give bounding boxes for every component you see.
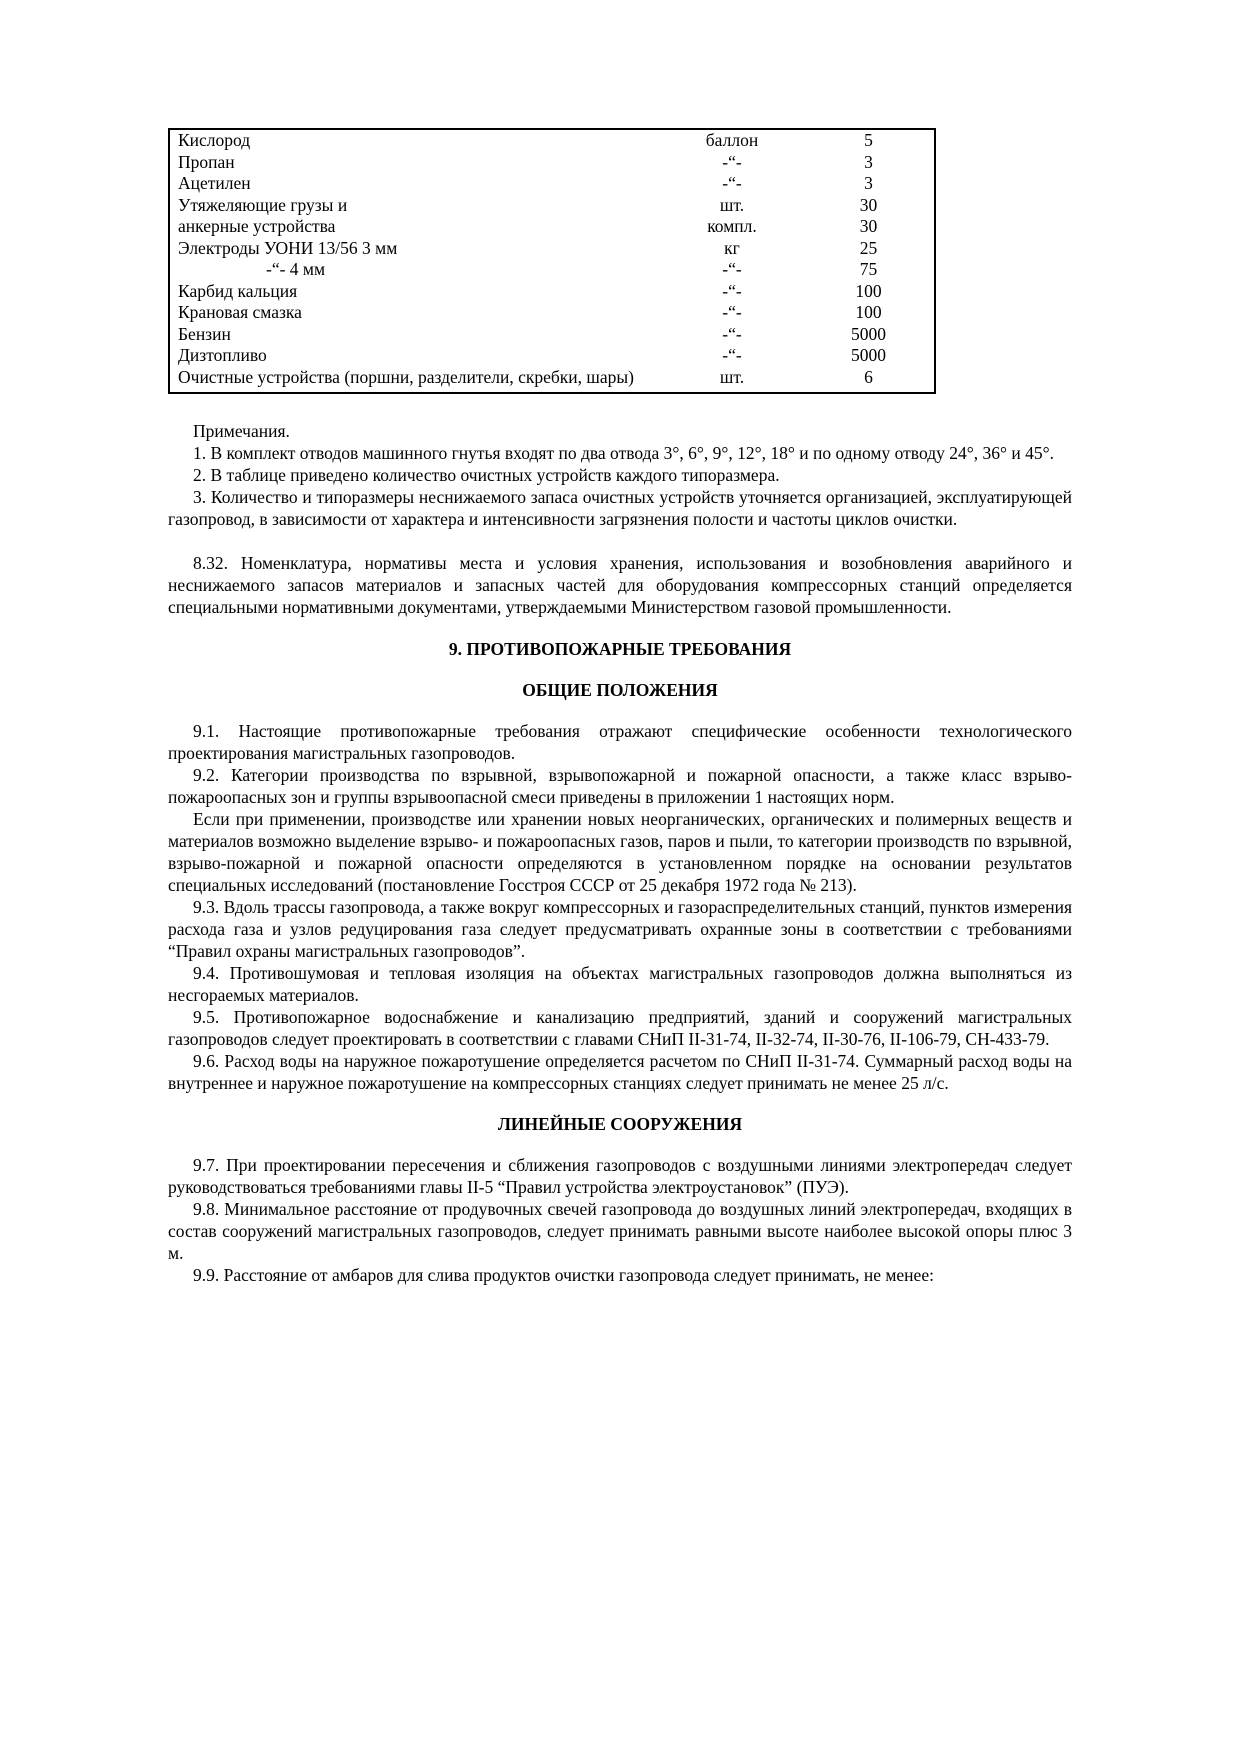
page-content — [168, 128, 1072, 1286]
cell-item: анкерные устройства — [178, 216, 336, 236]
section-heading-fire: 9. ПРОТИВОПОЖАРНЫЕ ТРЕБОВАНИЯ — [448, 639, 792, 659]
cell-unit: -“- — [722, 302, 742, 322]
cell-qty: 100 — [855, 280, 882, 301]
table-row — [169, 281, 935, 303]
table-row — [169, 324, 935, 346]
cell-qty: 100 — [855, 302, 882, 322]
cell-unit: -“- — [722, 345, 742, 365]
cell-unit: -“- — [722, 259, 742, 279]
table-row — [169, 259, 935, 281]
cell-unit: компл. — [707, 216, 757, 236]
cell-qty: 75 — [859, 259, 878, 279]
cell-item: Крановая смазка — [178, 302, 302, 322]
cell-unit: -“- — [722, 280, 742, 301]
table-row — [169, 173, 935, 195]
paragraph-8-32: 8.32. Номенклатура, нормативы места и условия хранения, использования и возобновления аварийного и неснижаемого запасов материалов и запасных частей для оборудования компрессорных станций определяется специальными нормативными документами, утверждаемыми Министерством газовой промышленности. — [168, 553, 1072, 617]
cell-item: Карбид кальция — [178, 280, 298, 301]
cell-item: Ацетилен — [178, 173, 251, 193]
table-row — [169, 195, 935, 217]
paragraph-9-5: 9.5. Противопожарное водоснабжение и канализацию предприятий, зданий и сооружений магистральных газопроводов следует проектировать в соответствии с главами СНиП II-31-74, II-32-74, II-30-76, II-106-79, СН-433-79. — [168, 1007, 1072, 1049]
notes-title: Примечания. — [193, 421, 290, 441]
paragraph-9-3: 9.3. Вдоль трассы газопровода, а также вокруг компрессорных и газораспределительных станций, пунктов измерения расхода газа и узлов редуцирования газа следует предусматривать охранные зоны в соответствии с требованиями “Правил охраны магистральных газопроводов”. — [168, 897, 1072, 961]
table-row — [169, 302, 935, 324]
cell-item: Очистные устройства (поршни, разделители, скребки, шары) — [178, 366, 634, 387]
table-row — [169, 238, 935, 260]
cell-qty: 25 — [859, 237, 878, 258]
cell-unit: -“- — [722, 323, 742, 344]
paragraph-9-8: 9.8. Минимальное расстояние от продувочных свечей газопровода до воздушных линий электропередач, входящих в состав сооружений магистральных газопроводов, следует принимать равными высоте наиболее высокой опоры плюс 3 м. — [168, 1199, 1072, 1263]
subsection-heading-linear: ЛИНЕЙНЫЕ СООРУЖЕНИЯ — [497, 1114, 743, 1134]
cell-qty: 5000 — [851, 323, 886, 344]
cell-item: Бензин — [178, 323, 231, 344]
supply-table — [168, 128, 936, 394]
cell-item: Пропан — [178, 151, 235, 172]
cell-item: Дизтопливо — [178, 345, 267, 365]
paragraph-9-4: 9.4. Противошумовая и тепловая изоляция на объектах магистральных газопроводов должна выполняться из несгораемых материалов. — [168, 963, 1072, 1005]
cell-unit: баллон — [705, 130, 759, 150]
paragraph-9-2-cont: Если при применении, производстве или хранении новых неорганических, органических и полимерных веществ и материалов возможно выделение взрыво- и пожароопасных газов, паров и пыли, то категории производств по взрывной, взрыво-пожарной и пожарной опасности определяются в установленном порядке на основании результатов специальных исследований (постановление Госстроя СССР от 25 декабря 1972 года № 213). — [168, 809, 1072, 895]
paragraph-9-7: 9.7. При проектировании пересечения и сближения газопроводов с воздушными линиями электропередач следует руководствоваться требованиями главы II-5 “Правил устройства электроустановок” (ПУЭ). — [168, 1155, 1072, 1197]
notes-block — [168, 420, 1072, 530]
table-row — [169, 129, 935, 152]
table-row — [169, 367, 935, 394]
table-row — [169, 152, 935, 174]
cell-qty: 30 — [859, 194, 878, 215]
cell-item: Утяжеляющие грузы и — [178, 194, 348, 215]
cell-item: -“- 4 мм — [266, 259, 326, 279]
table-row — [169, 216, 935, 238]
cell-unit: кг — [724, 237, 740, 258]
cell-qty: 5000 — [851, 345, 886, 365]
cell-qty: 6 — [864, 366, 873, 387]
subsection-heading-general: ОБЩИЕ ПОЛОЖЕНИЯ — [522, 680, 718, 700]
cell-qty: 3 — [864, 151, 873, 172]
note-item: 1. В комплект отводов машинного гнутья входят по два отвода 3°, 6°, 9°, 12°, 18° и по одному отводу 24°, 36° и 45°. — [193, 443, 1054, 463]
note-item: 2. В таблице приведено количество очистных устройств каждого типоразмера. — [193, 465, 780, 485]
cell-unit: -“- — [722, 173, 742, 193]
note-item: 3. Количество и типоразмеры неснижаемого запаса очистных устройств уточняется организацией, эксплуатирующей газопровод, в зависимости от характера и интенсивности загрязнения полости и частоты циклов очистки. — [168, 487, 1072, 529]
paragraph-9-6: 9.6. Расход воды на наружное пожаротушение определяется расчетом по СНиП II-31-74. Суммарный расход воды на внутреннее и наружное пожаротушение на компрессорных станциях следует принимать не менее 25 л/с. — [168, 1051, 1072, 1093]
cell-unit: шт. — [719, 366, 745, 387]
cell-qty: 30 — [859, 216, 878, 236]
cell-unit: шт. — [719, 194, 745, 215]
table-row — [169, 345, 935, 367]
paragraph-9-1: 9.1. Настоящие противопожарные требования отражают специфические особенности технологического проектирования магистральных газопроводов. — [168, 721, 1072, 763]
cell-qty: 3 — [864, 173, 873, 193]
paragraph-9-9: 9.9. Расстояние от амбаров для слива продуктов очистки газопровода следует принимать, не менее: — [193, 1265, 934, 1285]
cell-qty: 5 — [864, 130, 873, 150]
cell-unit: -“- — [722, 151, 742, 172]
cell-item: Электроды УОНИ 13/56 3 мм — [178, 237, 398, 258]
paragraph-9-2: 9.2. Категории производства по взрывной, взрывопожарной и пожарной опасности, а также класс взрыво-пожароопасных зон и группы взрывоопасной смеси приведены в приложении 1 настоящих норм. — [168, 765, 1072, 807]
cell-item: Кислород — [178, 130, 251, 150]
